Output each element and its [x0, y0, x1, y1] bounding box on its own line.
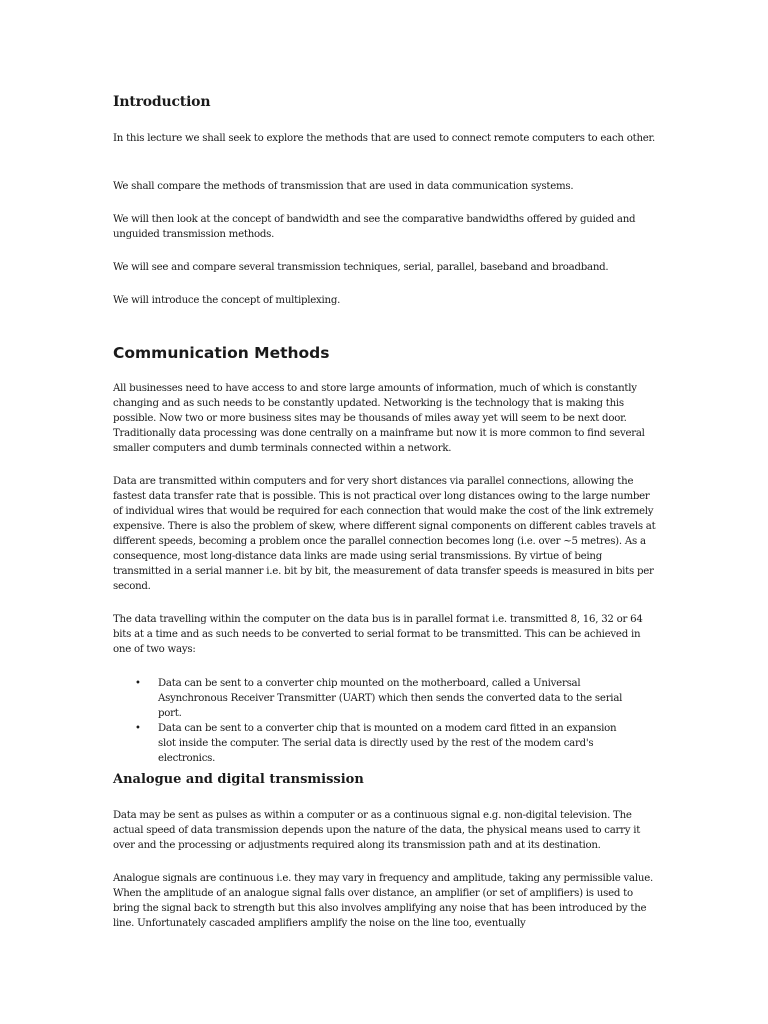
list-item-text: Data can be sent to a converter chip mounted on the motherboard, called a Universal Asynchronous Receiver Transmitter (UART) which then sends the converted data to the serial port.: [158, 678, 623, 719]
conversion-methods-list: [113, 676, 659, 766]
bullet-icon: •: [135, 678, 141, 689]
heading-analogue-digital: Analogue and digital transmission: [113, 772, 364, 787]
analogue-paragraph-2: Analogue signals are continuous i.e. they may vary in frequency and amplitude, taking any permissible value. When the amplitude of an analogue signal falls over distance, an amplifier (or set of amplifiers) is used to bring the signal back to strength but this also involves amplifying any noise that has been introduced by the line. Unfortunately cascaded amplifiers amplify the noise on the line too, eventually: [113, 873, 653, 929]
intro-paragraph-2: We shall compare the methods of transmission that are used in data communication systems.: [113, 181, 574, 192]
communication-paragraph-2: Data are transmitted within computers and for very short distances via parallel connections, allowing the fastest data transfer rate that is possible. This is not practical over long distances owing to the large number of individual wires that would be required for each connection that would make the cost of the link extremely expensive. There is also the problem of skew, where different signal components on different cables travels at different speeds, becoming a problem once the parallel connection becomes long (i.e. over ~5 metres). As a consequence, most long-distance data links are made using serial transmissions. By virtue of being transmitted in a serial manner i.e. bit by bit, the measurement of data transfer speeds is measured in bits per second.: [113, 476, 656, 592]
communication-paragraph-3: The data travelling within the computer on the data bus is in parallel format i.e. transmitted 8, 16, 32 or 64 bits at a time and as such needs to be converted to serial format to be transmitted. This can be achieved in one of two ways:: [113, 614, 643, 655]
bullet-icon: •: [135, 723, 141, 734]
intro-paragraph-4: We will see and compare several transmission techniques, serial, parallel, baseband and broadband.: [113, 262, 609, 273]
analogue-paragraph-1: Data may be sent as pulses as within a computer or as a continuous signal e.g. non-digital television. The actual speed of data transmission depends upon the nature of the data, the physical means used to carry it over and the processing or adjustments required along its transmission path and at its destination.: [113, 810, 641, 851]
communication-paragraph-1: All businesses need to have access to and store large amounts of information, much of which is constantly changing and as such needs to be constantly updated. Networking is the technology that is making this possible. Now two or more business sites may be thousands of miles away yet will seem to be next door. Traditionally data processing was done centrally on a mainframe but now it is more common to find several smaller computers and dumb terminals connected within a network.: [113, 383, 645, 454]
intro-paragraph-1: In this lecture we shall seek to explore the methods that are used to connect remote computers to each other.: [113, 133, 656, 144]
intro-paragraph-5: We will introduce the concept of multiplexing.: [113, 295, 341, 306]
intro-paragraph-3: We will then look at the concept of bandwidth and see the comparative bandwidths offered by guided and unguided transmission methods.: [113, 214, 636, 240]
list-item: [113, 676, 628, 721]
list-item: [113, 721, 628, 766]
heading-communication-methods: Communication Methods: [113, 344, 330, 362]
heading-introduction: Introduction: [113, 94, 211, 110]
list-item-text: Data can be sent to a converter chip that is mounted on a modem card fitted in an expansion slot inside the computer. The serial data is directly used by the rest of the modem card's electronics.: [158, 723, 617, 764]
